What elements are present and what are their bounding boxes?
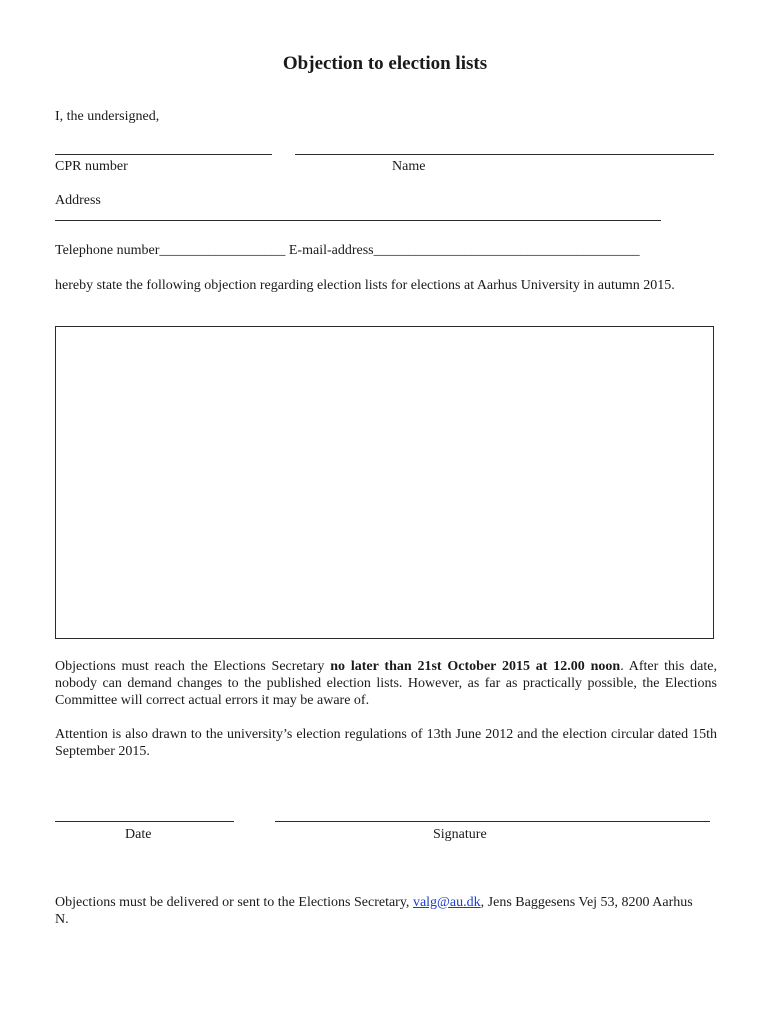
deadline-text-start: Objections must reach the Elections Secretary <box>55 659 331 674</box>
address-field[interactable] <box>55 220 661 221</box>
name-field[interactable] <box>295 154 714 155</box>
email-label: E-mail-address <box>288 243 374 258</box>
date-label: Date <box>125 827 152 842</box>
delivery-text-start: Objections must be delivered or sent to the Elections Secretary, <box>55 895 413 910</box>
statement-text: hereby state the following objection regarding election lists for elections at Aarhus University in autumn 2015. <box>55 278 675 293</box>
date-field[interactable] <box>55 821 234 822</box>
telephone-field[interactable]: __________________ <box>159 243 286 258</box>
delivery-paragraph <box>55 894 695 928</box>
intro-text: I, the undersigned, <box>55 109 160 124</box>
signature-label: Signature <box>433 827 487 842</box>
email-link[interactable]: valg@au.dk <box>412 895 481 910</box>
address-label: Address <box>55 193 101 208</box>
deadline-text-end: . After this date, nobody can demand changes to the published election lists. However, as far as practically possible, the Elections Committee will correct actual errors it may be aware of. <box>55 659 718 708</box>
page-title: Objection to election lists <box>282 53 488 74</box>
deadline-bold: no later than 21st October 2015 at 12.00 noon <box>330 659 621 674</box>
name-label: Name <box>392 159 426 174</box>
attention-paragraph: Attention is also drawn to the university’s election regulations of 13th June 2012 and the election circular dated 15th September 2015. <box>55 727 717 759</box>
objection-text-box[interactable] <box>55 326 714 639</box>
cpr-number-field[interactable] <box>55 154 272 155</box>
deadline-paragraph <box>55 658 717 709</box>
email-field[interactable]: ______________________________________ <box>373 243 640 258</box>
delivery-text-end: , Jens Baggesens Vej 53, 8200 Aarhus N. <box>55 895 693 927</box>
telephone-row <box>55 244 640 258</box>
signature-field[interactable] <box>275 821 710 822</box>
cpr-number-label: CPR number <box>55 159 128 174</box>
telephone-label: Telephone number <box>55 243 160 258</box>
